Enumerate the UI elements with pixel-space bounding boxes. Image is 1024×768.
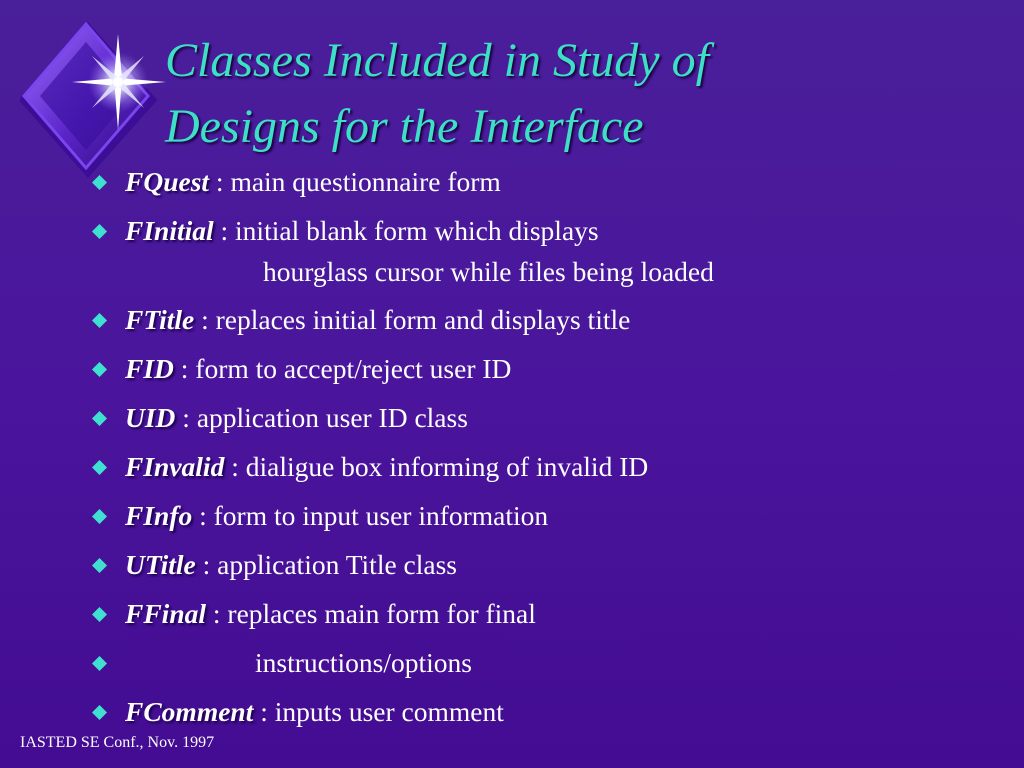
title-line-1: Classes Included in Study of	[165, 34, 709, 87]
diamond-bullet-icon	[92, 558, 107, 573]
separator: :	[209, 166, 231, 197]
diamond-bullet-icon	[92, 607, 107, 622]
diamond-bullet-icon	[92, 362, 107, 377]
diamond-bullet-icon	[92, 313, 107, 328]
class-name: FInitial	[125, 215, 214, 246]
class-name: FInfo	[125, 500, 193, 531]
separator: :	[213, 215, 236, 246]
class-name: FQuest	[125, 166, 210, 197]
diamond-bullet-icon	[92, 705, 107, 720]
slide-footer: IASTED SE Conf., Nov. 1997	[20, 734, 215, 751]
list-item	[88, 692, 1008, 733]
class-description: initial blank form which displays	[235, 215, 599, 246]
class-description: inputs user comment	[274, 696, 504, 727]
separator: :	[253, 696, 275, 727]
class-name: FInvalid	[125, 451, 225, 482]
separator: :	[192, 500, 214, 531]
class-name: FComment	[125, 696, 254, 727]
separator: :	[224, 451, 246, 482]
list-item	[88, 545, 1008, 586]
separator: :	[173, 353, 196, 384]
bullet-list	[88, 162, 1008, 741]
list-item	[88, 211, 1008, 292]
slide-title	[165, 28, 1005, 160]
list-item	[88, 594, 1008, 635]
class-description-continued: hourglass cursor while files being loaded	[263, 255, 714, 287]
star-diamond-logo-icon	[20, 20, 170, 180]
list-item	[88, 447, 1008, 488]
class-description: main questionnaire form	[230, 166, 501, 197]
class-description: dialigue box informing of invalid ID	[245, 451, 649, 482]
list-item	[88, 496, 1008, 537]
class-name: FFinal	[125, 598, 207, 629]
class-name: UID	[125, 402, 176, 433]
list-item	[88, 398, 1008, 439]
diamond-bullet-icon	[92, 175, 107, 190]
class-description: application user ID class	[196, 402, 468, 433]
list-item	[88, 162, 1008, 203]
class-description: form to accept/reject user ID	[195, 353, 512, 384]
list-item	[88, 349, 1008, 390]
class-name: FID	[125, 353, 174, 384]
class-name: FTitle	[125, 304, 195, 335]
list-item	[88, 300, 1008, 341]
separator: :	[194, 304, 216, 335]
diamond-bullet-icon	[92, 224, 107, 239]
class-description: replaces initial form and displays title	[215, 304, 631, 335]
diamond-bullet-icon	[92, 509, 107, 524]
separator: :	[206, 598, 228, 629]
class-description: instructions/options	[255, 647, 472, 678]
separator: :	[195, 549, 218, 580]
class-name: UTitle	[125, 549, 196, 580]
class-description: form to input user information	[213, 500, 549, 531]
separator: :	[175, 402, 197, 433]
class-description: replaces main form for final	[227, 598, 536, 629]
class-description: application Title class	[217, 549, 458, 580]
diamond-bullet-icon	[92, 656, 107, 671]
list-item	[88, 643, 1008, 684]
diamond-bullet-icon	[92, 460, 107, 475]
diamond-bullet-icon	[92, 411, 107, 426]
title-line-2: Designs for the Interface	[165, 100, 644, 153]
